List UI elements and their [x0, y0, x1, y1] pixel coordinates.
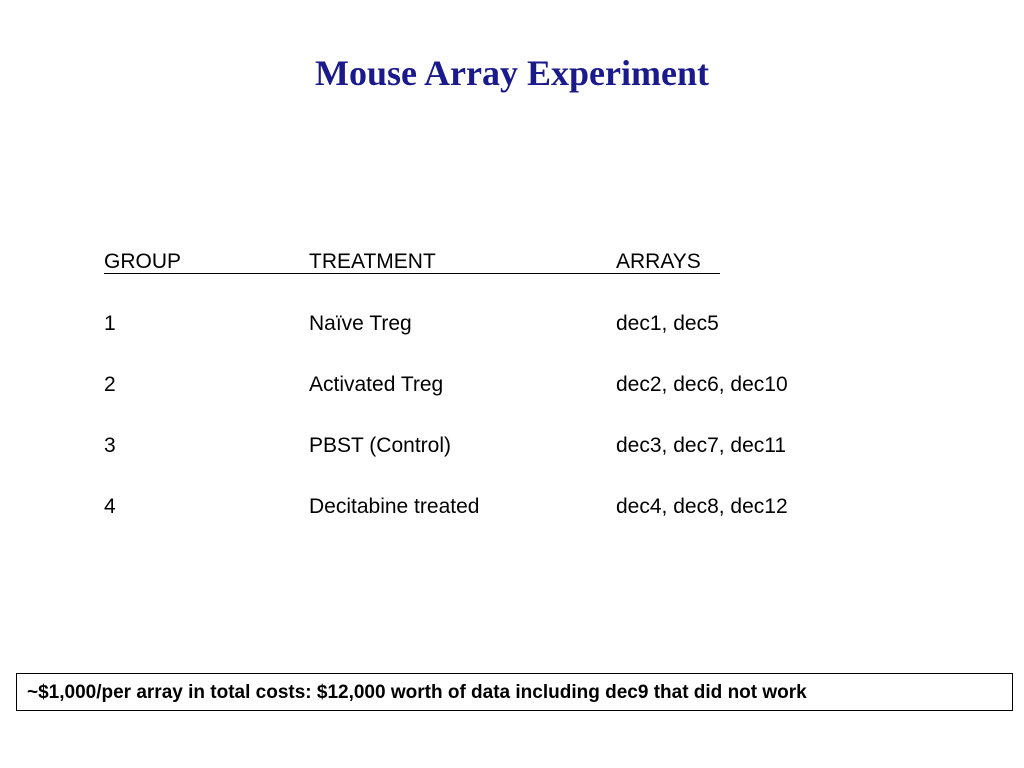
experiment-table: [104, 248, 864, 554]
table-row: [104, 371, 864, 432]
arrays-cell: dec3, dec7, dec11: [616, 434, 787, 457]
treatment-cell: Decitabine treated: [309, 495, 480, 518]
table-row: [104, 493, 864, 554]
header-group: GROUP: [104, 250, 182, 273]
arrays-cell: dec4, dec8, dec12: [616, 495, 788, 518]
table-row: [104, 310, 864, 371]
group-cell: 2: [104, 373, 116, 396]
group-cell: 3: [104, 434, 116, 457]
table-row: [104, 432, 864, 493]
header-arrays: ARRAYS: [616, 250, 701, 273]
arrays-cell: dec1, dec5: [616, 312, 719, 335]
treatment-cell: PBST (Control): [309, 434, 451, 457]
table-header-row: [104, 248, 864, 310]
treatment-cell: Naïve Treg: [309, 312, 412, 335]
treatment-cell: Activated Treg: [309, 373, 444, 396]
header-treatment: TREATMENT: [309, 250, 436, 273]
group-cell: 1: [104, 312, 116, 335]
group-cell: 4: [104, 495, 116, 518]
slide-title: Mouse Array Experiment: [315, 53, 709, 93]
arrays-cell: dec2, dec6, dec10: [616, 373, 788, 396]
cost-note: ~$1,000/per array in total costs: $12,000 worth of data including dec9 that did not work: [16, 673, 1013, 711]
